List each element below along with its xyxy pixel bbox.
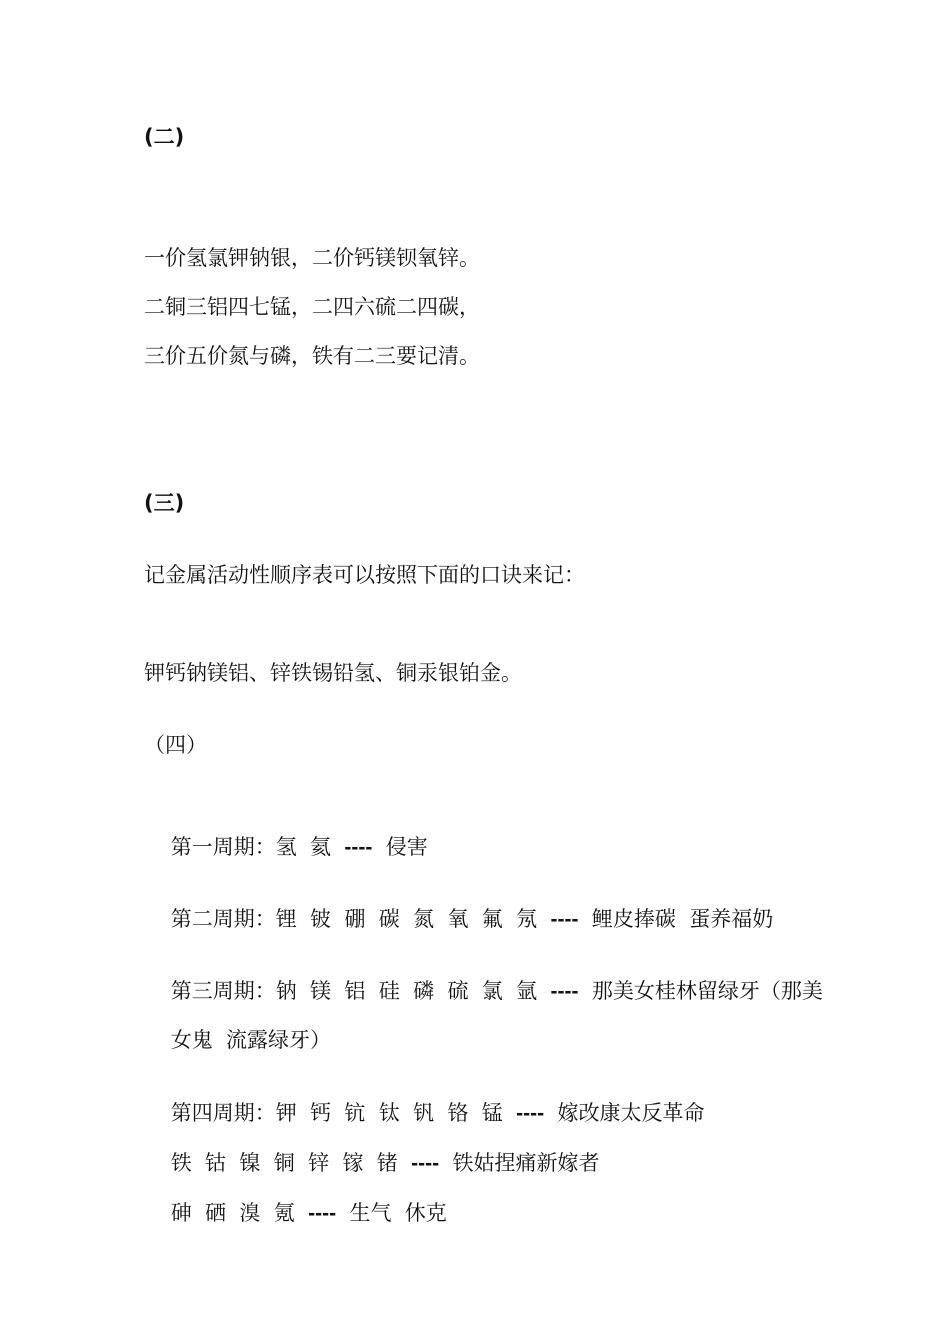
period-mnemonic: 女鬼 流露绿牙） bbox=[170, 1028, 332, 1052]
period-mnemonic: 生气 休克 bbox=[336, 1201, 447, 1225]
period-mnemonic: 那美女桂林留绿牙（那美 bbox=[578, 979, 823, 1003]
period-elements: 第一周期：氢 氦 bbox=[170, 835, 345, 859]
section-heading-3: (三) bbox=[144, 491, 185, 515]
period-elements: 第四周期：钾 钙 钪 钛 钒 铬 锰 bbox=[170, 1101, 517, 1125]
dash-separator: ---- bbox=[550, 980, 579, 1003]
section-heading-4: （四） bbox=[144, 733, 207, 757]
period-elements: 第三周期：钠 镁 铝 硅 磷 硫 氯 氩 bbox=[170, 979, 551, 1003]
dash-separator: ---- bbox=[308, 1202, 337, 1225]
period-elements: 砷 硒 溴 氪 bbox=[170, 1201, 309, 1225]
period-line-4c bbox=[144, 1168, 447, 1259]
activity-mnemonic: 钾钙钠镁铝、锌铁锡铅氢、铜汞银铂金。 bbox=[144, 661, 522, 685]
valence-line-2: 二铜三铝四七锰，二四六硫二四碳， bbox=[144, 295, 480, 319]
period-mnemonic: 侵害 bbox=[372, 835, 428, 859]
valence-line-1: 一价氢氯钾钠银，二价钙镁钡氧锌。 bbox=[144, 246, 480, 270]
section-heading-2: (二) bbox=[144, 125, 185, 149]
dash-separator: ---- bbox=[344, 836, 373, 859]
period-mnemonic: 铁姑捏痛新嫁者 bbox=[439, 1151, 600, 1175]
dash-separator: ---- bbox=[550, 908, 579, 931]
activity-intro: 记金属活动性顺序表可以按照下面的口诀来记： bbox=[144, 563, 585, 587]
dash-separator: ---- bbox=[411, 1152, 440, 1175]
period-elements: 第二周期：锂 铍 硼 碳 氮 氧 氟 氖 bbox=[170, 907, 551, 931]
period-elements: 铁 钴 镍 铜 锌 镓 锗 bbox=[170, 1151, 412, 1175]
period-mnemonic: 嫁改康太反革命 bbox=[544, 1101, 705, 1125]
period-mnemonic: 鲤皮捧碳 蛋养福奶 bbox=[578, 907, 774, 931]
dash-separator: ---- bbox=[516, 1102, 545, 1125]
valence-line-3: 三价五价氮与磷，铁有二三要记清。 bbox=[144, 344, 480, 368]
